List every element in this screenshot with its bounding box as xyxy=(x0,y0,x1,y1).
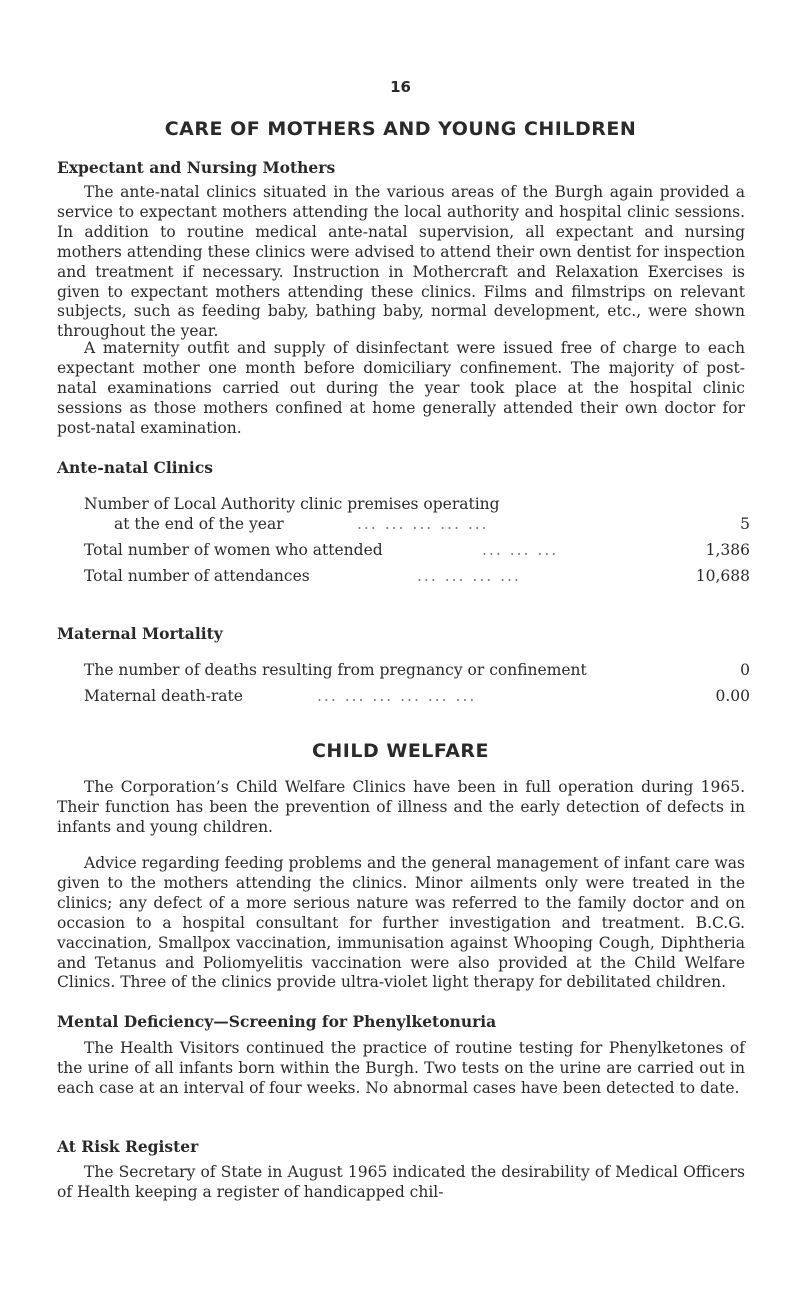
page-number: 16 xyxy=(390,78,411,96)
child-welfare-paragraph-2: Advice regarding feeding problems and the general management of infant care was given to the mothers attending the clinics. Minor ailments only were treated in the clinics; any defect of a more serious nature was referred to the family doctor and on occasion to a hospital consultant for further investigation and treatment. B.C.G. vaccination, Smallpox vaccination, immunisation against Whooping Cough, Diphtheria and Tetanus and Poliomyelitis vaccination were also provided at the Child Welfare Clinics. Three of the clinics provide ultra-violet light therapy for debilitated children. xyxy=(57,854,745,992)
antenatal-heading: Ante-natal Clinics xyxy=(57,458,213,477)
at-risk-paragraph-1: The Secretary of State in August 1965 indicated the desirability of Medical Officers of Health keeping a register of handicapped chil- xyxy=(57,1163,745,1201)
child-welfare-paragraph-1: The Corporation’s Child Welfare Clinics have been in full operation during 1965. Their function has been the prevention of illness and the early detection of defects in infants and young children. xyxy=(57,778,745,836)
maternal-deaths-label: The number of deaths resulting from pregnancy or confinement xyxy=(84,661,587,679)
antenatal-attendances-label: Total number of attendances xyxy=(84,567,310,585)
maternal-rate-value: 0.00 xyxy=(715,687,750,705)
maternal-deaths-value: 0 xyxy=(740,661,750,679)
expectant-paragraph-2: A maternity outfit and supply of disinfectant were issued free of charge to each expectant mother one month before domiciliary confinement. The majority of post-natal examinations carried out during the year took place at the hospital clinic sessions as those mothers confined at home generally attended their own doctor for post-natal examination. xyxy=(57,339,745,437)
child-welfare-title: CHILD WELFARE xyxy=(311,740,490,762)
main-title: CARE OF MOTHERS AND YOUNG CHILDREN xyxy=(164,118,637,140)
maternal-rate-label: Maternal death-rate xyxy=(84,687,243,705)
maternal-heading: Maternal Mortality xyxy=(57,624,223,643)
mental-heading: Mental Deficiency—Screening for Phenylketonuria xyxy=(57,1012,497,1031)
leader-dots: ... ... ... ... ... ... xyxy=(317,687,477,705)
leader-dots: ... ... ... xyxy=(482,541,559,559)
antenatal-premises-label-cont: at the end of the year xyxy=(114,515,284,533)
mental-paragraph-1: The Health Visitors continued the practice of routine testing for Phenylketones of the urine of all infants born within the Burgh. Two tests on the urine are carried out in each case at an interval of four weeks. No abnormal cases have been detected to date. xyxy=(57,1039,745,1097)
leader-dots: ... ... ... ... ... xyxy=(357,515,489,533)
expectant-paragraph-1: The ante-natal clinics situated in the various areas of the Burgh again provided a service to expectant mothers attending the local authority and hospital clinic sessions. In addition to routine medical ante-natal supervision, all expectant and nursing mothers attending these clinics were advised to attend their own dentist for inspection and treatment if necessary. Instruction in Mothercraft and Relaxation Exercises is given to expectant mothers attending these clinics. Films and filmstrips on relevant subjects, such as feeding baby, bathing baby, normal development, etc., were shown throughout the year. xyxy=(57,183,745,341)
antenatal-premises-label: Number of Local Authority clinic premises operating xyxy=(84,495,500,513)
at-risk-heading: At Risk Register xyxy=(57,1137,199,1156)
antenatal-attendances-value: 10,688 xyxy=(695,567,750,585)
expectant-heading: Expectant and Nursing Mothers xyxy=(57,158,336,177)
antenatal-women-value: 1,386 xyxy=(705,541,750,559)
leader-dots: ... ... ... ... xyxy=(417,567,521,585)
antenatal-women-label: Total number of women who attended xyxy=(84,541,383,559)
antenatal-premises-value: 5 xyxy=(740,515,750,533)
